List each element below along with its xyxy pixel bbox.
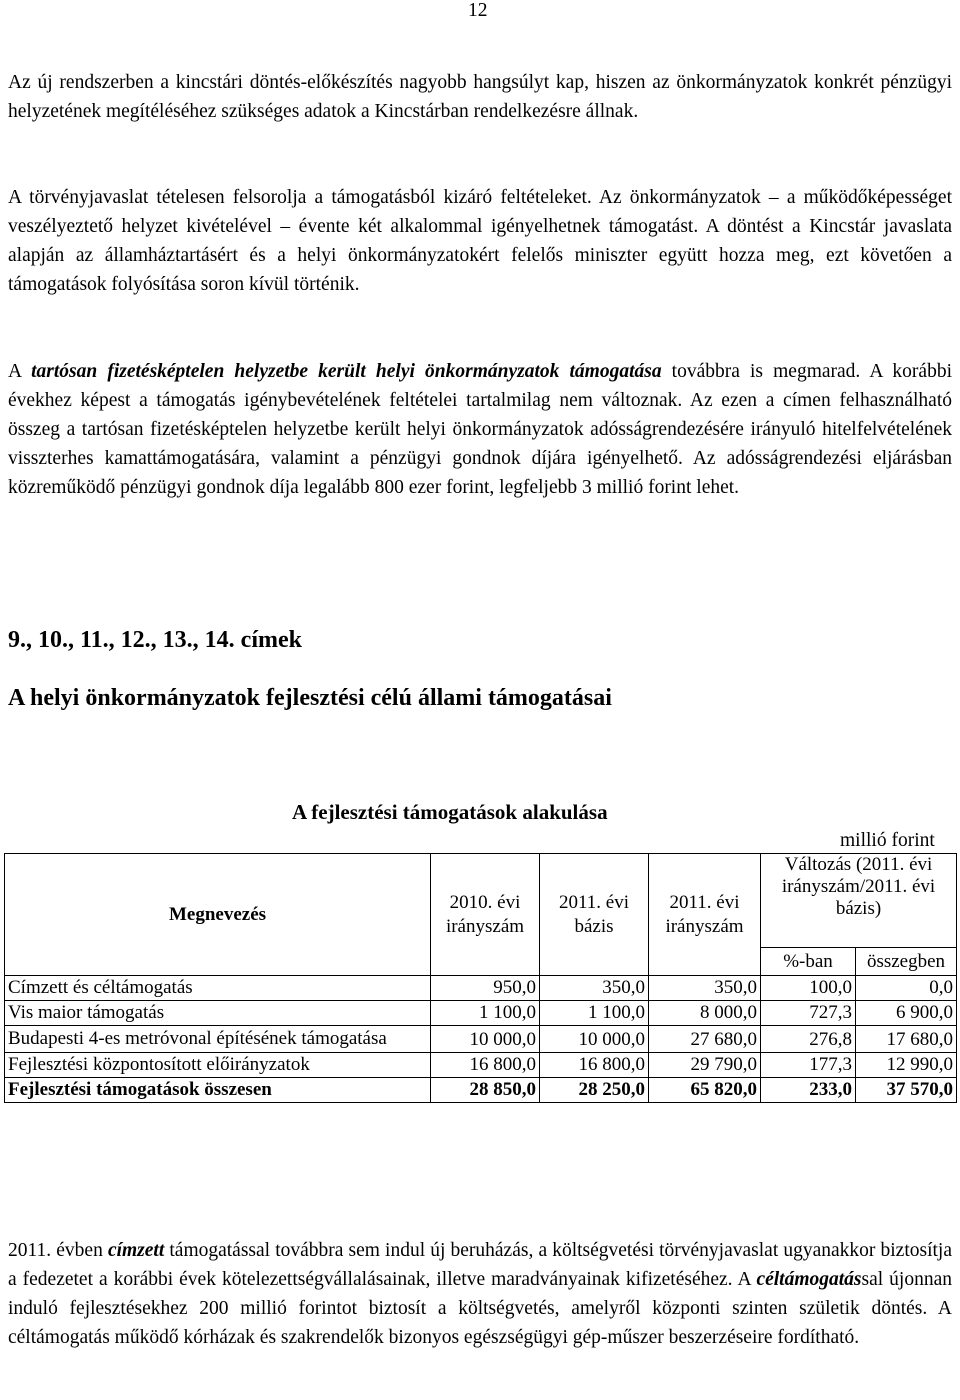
- row-name: Budapesti 4-es metróvonal építésének támogatása: [5, 1026, 431, 1053]
- row-value: 350,0: [649, 976, 761, 1001]
- header-change: Változás (2011. évi irányszám/2011. évi bázis): [761, 854, 957, 948]
- p4-emphasis-cimzett: címzett: [107, 1240, 165, 1261]
- development-support-table: [4, 853, 957, 1103]
- p4-emphasis-celtamogatas: céltámogatás: [756, 1269, 862, 1290]
- table-row: [5, 1026, 957, 1053]
- p4-part3: sal újonnan induló fejlesztésekhez 200 millió forintot biztosít a költségvetés, amelyről központi szinten születik döntés. A céltámogatás működő kórházak és szakrendelők bizonyos egészségügyi gép-műszer beszerzéseire fordítható.: [8, 1269, 952, 1348]
- row-percent: 727,3: [761, 1001, 856, 1026]
- intro-paragraph: Az új rendszerben a kincstári döntés-előkészítés nagyobb hangsúlyt kap, hiszen az önkormányzatok konkrét pénzügyi helyzetének megítéléséhez szükséges adatok a Kincstárban rendelkezésre állnak.: [8, 72, 952, 122]
- insolvency-paragraph: [8, 357, 952, 502]
- table-total-row: [5, 1078, 957, 1103]
- p4-part1: 2011. évben: [8, 1240, 108, 1261]
- header-percent: %-ban: [761, 948, 856, 976]
- header-2010-target: 2010. évi irányszám: [431, 854, 540, 976]
- row-value: 10 000,0: [540, 1026, 649, 1053]
- conditions-paragraph: A törvényjavaslat tételesen felsorolja a támogatásból kizáró feltételeket. Az önkormányzatok – a működőképességet veszélyeztető helyzet kivételével – évente két alkalommal igényelhetnek támogatást. A döntést a Kincstár javaslata alapján az államháztartásért és a helyi önkormányzatokért felelős miniszter együtt hozza meg, ezt követően a támogatások folyósítása soron kívül történik.: [8, 187, 952, 295]
- targeted-support-paragraph: [8, 1236, 952, 1352]
- row-percent: 177,3: [761, 1053, 856, 1078]
- section-titles-heading: 9., 10., 11., 12., 13., 14. címek: [8, 627, 302, 653]
- insolvency-suffix: továbbra is megmarad. A korábbi évekhez képest a támogatás igénybevételének feltételei tartalmilag nem változnak. Az ezen a címen felhasználható összeg a tartósan fizetésképtelen helyzetbe került helyi önkormányzatok adósságrendezésére irányuló hitelfelvételének visszterhes kamattámogatására, valamint a pénzügyi gondnok díjára igényelhető. Az adósságrendezési eljárásban közreműködő pénzügyi gondnok díja legalább 800 ezer forint, legfeljebb 3 millió forint lehet.: [8, 361, 952, 498]
- table-row: [5, 1001, 957, 1026]
- header-2011-base: 2011. évi bázis: [540, 854, 649, 976]
- row-amount: 12 990,0: [856, 1053, 957, 1078]
- row-name: Fejlesztési központosított előirányzatok: [5, 1053, 431, 1078]
- row-amount: 6 900,0: [856, 1001, 957, 1026]
- table-unit: millió forint: [840, 830, 935, 851]
- table-row: [5, 976, 957, 1001]
- total-percent: 233,0: [761, 1078, 856, 1103]
- header-2011-target: 2011. évi irányszám: [649, 854, 761, 976]
- row-name: Vis maior támogatás: [5, 1001, 431, 1026]
- row-value: 16 800,0: [431, 1053, 540, 1078]
- row-percent: 276,8: [761, 1026, 856, 1053]
- header-amount: összegben: [856, 948, 957, 976]
- total-value: 65 820,0: [649, 1078, 761, 1103]
- row-value: 1 100,0: [540, 1001, 649, 1026]
- total-amount: 37 570,0: [856, 1078, 957, 1103]
- row-value: 27 680,0: [649, 1026, 761, 1053]
- total-value: 28 850,0: [431, 1078, 540, 1103]
- page-number: 12: [468, 0, 488, 21]
- row-amount: 0,0: [856, 976, 957, 1001]
- insolvency-prefix: A: [8, 361, 32, 382]
- row-value: 8 000,0: [649, 1001, 761, 1026]
- row-value: 350,0: [540, 976, 649, 1001]
- row-value: 1 100,0: [431, 1001, 540, 1026]
- row-name: Címzett és céltámogatás: [5, 976, 431, 1001]
- header-name: Megnevezés: [5, 854, 431, 976]
- row-percent: 100,0: [761, 976, 856, 1001]
- p4-part2: támogatással továbbra sem indul új beruházás, a költségvetési törvényjavaslat ugyanakkor biztosítja a fedezetet a korábbi évek kötelezettségvállalásainak, illetve maradványainak kifizetéséhez. A: [8, 1240, 952, 1290]
- table-title: A fejlesztési támogatások alakulása: [292, 800, 608, 824]
- row-amount: 17 680,0: [856, 1026, 957, 1053]
- insolvency-emphasis: tartósan fizetésképtelen helyzetbe került helyi önkormányzatok támogatása: [31, 361, 662, 382]
- row-value: 10 000,0: [431, 1026, 540, 1053]
- total-name: Fejlesztési támogatások összesen: [5, 1078, 431, 1103]
- section-main-heading: A helyi önkormányzatok fejlesztési célú állami támogatásai: [8, 685, 612, 711]
- total-value: 28 250,0: [540, 1078, 649, 1103]
- table-row: [5, 1053, 957, 1078]
- row-value: 29 790,0: [649, 1053, 761, 1078]
- row-value: 950,0: [431, 976, 540, 1001]
- row-value: 16 800,0: [540, 1053, 649, 1078]
